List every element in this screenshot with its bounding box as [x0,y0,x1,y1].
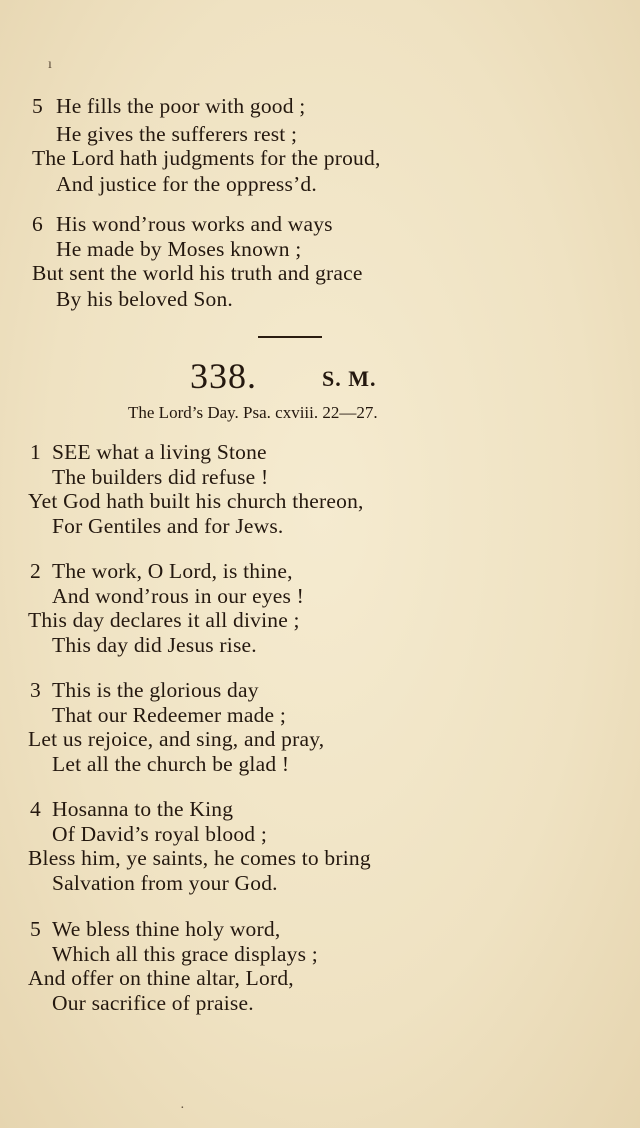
stanza-line: Salvation from your God. [52,871,278,895]
hymn-meter: S. M. [322,366,377,391]
stanza-line: We bless thine holy word, [52,917,281,941]
stanza-line: Our sacrifice of praise. [52,991,254,1015]
stanza-line: This day did Jesus rise. [52,633,257,657]
stanza-line: Yet God hath built his church thereon, [28,489,364,513]
stanza-line: His wond’rous works and ways [56,212,333,236]
stanza-line: And justice for the oppress’d. [56,172,317,196]
stanza-number: 1 [30,440,41,464]
page-speck-top: ı [48,57,52,72]
stanza-number: 5 [30,917,41,941]
stanza-line: By his beloved Son. [56,287,233,311]
stanza-line: He fills the poor with good ; [56,94,306,118]
page-speck-bottom: · [180,1101,185,1116]
hymn-number: 338. [190,356,257,396]
stanza-number: 5 [32,94,43,118]
stanza-line: Of David’s royal blood ; [52,822,267,846]
stanza-number: 4 [30,797,41,821]
stanza-line: SEE what a living Stone [52,440,267,464]
stanza-line: Let us rejoice, and sing, and pray, [28,727,325,751]
stanza-line: Which all this grace displays ; [52,942,318,966]
stanza-line: This is the glorious day [52,678,259,702]
stanza-line: The builders did refuse ! [52,465,269,489]
stanza-line: That our Redeemer made ; [52,703,287,727]
stanza-line: For Gentiles and for Jews. [52,514,284,538]
stanza-number: 2 [30,559,41,583]
stanza-number: 3 [30,678,41,702]
stanza-number: 6 [32,212,43,236]
stanza-line: Let all the church be glad ! [52,752,290,776]
stanza-line: He made by Moses known ; [56,237,302,261]
stanza-line: Bless him, ye saints, he comes to bring [28,846,371,870]
stanza-line: The work, O Lord, is thine, [52,559,293,583]
section-divider [258,336,322,338]
stanza-line: The Lord hath judgments for the proud, [32,146,381,170]
stanza-line: And wond’rous in our eyes ! [52,584,305,608]
stanza-line: He gives the sufferers rest ; [56,122,298,146]
stanza-line: This day declares it all divine ; [28,608,300,632]
stanza-line: Hosanna to the King [52,797,234,821]
hymn-subtitle: The Lord’s Day. Psa. cxviii. 22—27. [128,403,378,422]
stanza-line: But sent the world his truth and grace [32,261,363,285]
stanza-line: And offer on thine altar, Lord, [28,966,294,990]
